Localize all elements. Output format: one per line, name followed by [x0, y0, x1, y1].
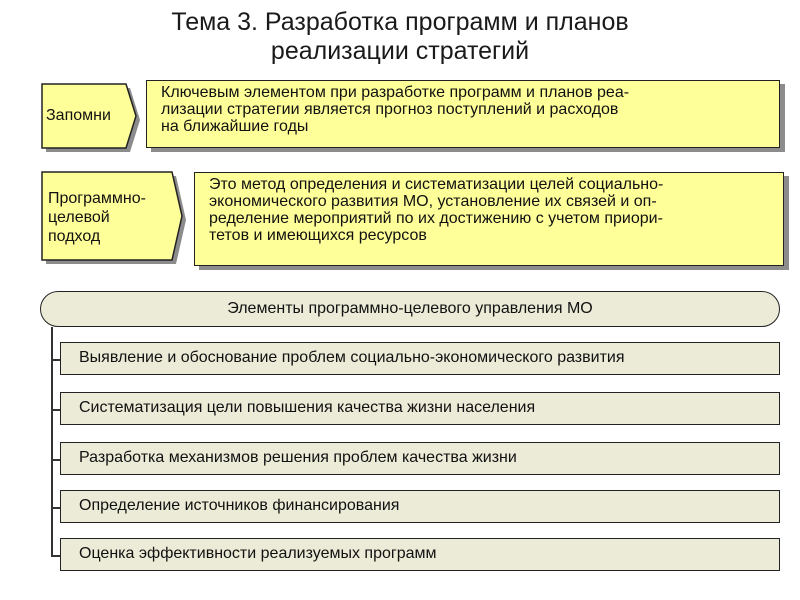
approach-line-3: ределение мероприятий по их достижению с учетом приори-	[209, 210, 663, 227]
element-item: Выявление и обоснование проблем социально-экономического развития	[60, 342, 780, 375]
approach-definition-box	[194, 172, 784, 266]
elements-header: Элементы программно-целевого управления МО	[40, 291, 780, 327]
remember-tag-label: Запомни	[46, 107, 111, 124]
element-item: Определение источников финансирования	[60, 490, 780, 523]
remember-line-3: на ближайшие годы	[161, 118, 309, 135]
element-item: Разработка механизмов решения проблем качества жизни	[60, 442, 780, 475]
approach-line-1: Это метод определения и систематизации целей социально-	[209, 176, 664, 193]
elements-connector-trunk	[51, 327, 53, 556]
approach-tag-label	[48, 189, 146, 246]
remember-definition-box	[146, 80, 780, 148]
approach-line-2: экономического развития МО, установление их связей и оп-	[209, 193, 657, 210]
remember-line-1: Ключевым элементом при разработке программ и планов реа-	[161, 84, 630, 101]
approach-tag-line-1: Программно-	[48, 190, 146, 207]
approach-line-4: тетов и имеющихся ресурсов	[209, 227, 427, 244]
element-item: Систематизация цели повышения качества жизни населения	[60, 392, 780, 425]
remember-line-2: лизации стратегии является прогноз поступлений и расходов	[161, 101, 619, 118]
slide-title	[0, 8, 800, 66]
approach-tag-line-3: подход	[48, 228, 101, 245]
approach-tag-line-2: целевой	[48, 209, 110, 226]
title-line-2: реализации стратегий	[270, 37, 530, 65]
title-line-1: Тема 3. Разработка программ и планов	[171, 8, 629, 36]
element-item: Оценка эффективности реализуемых программ	[60, 538, 780, 571]
